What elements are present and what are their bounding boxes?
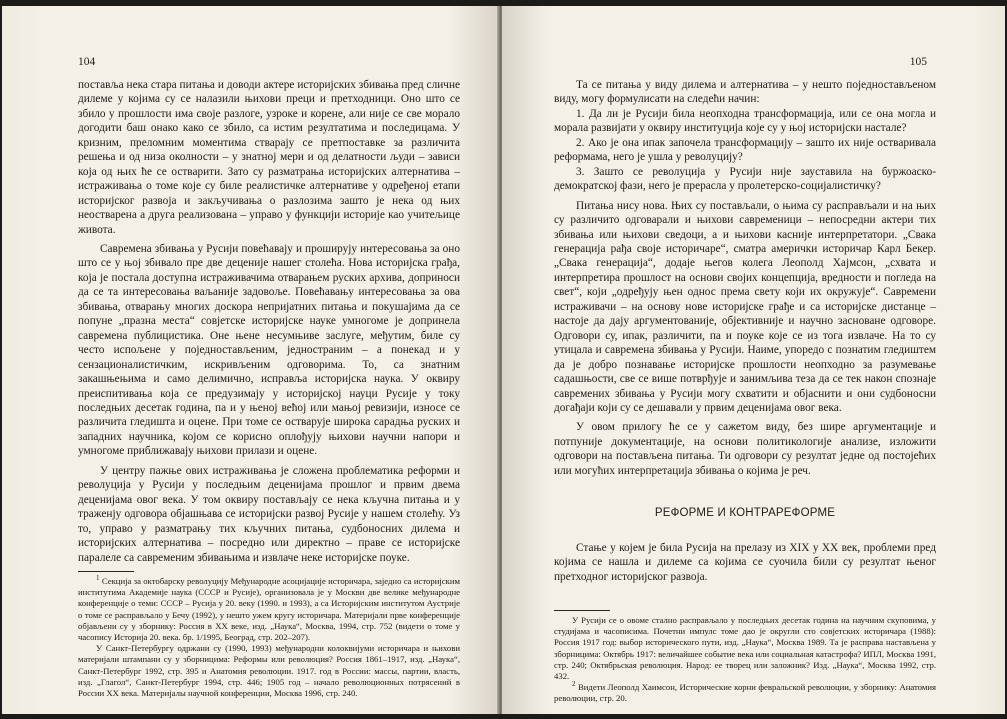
paragraph: У центру пажње ових истраживања је сложена проблематика реформи и револуција у Русији у последњим деценијама прошлог и првим двема деценијама овог века. У том оквиру постављају се нека кључна питања и у траженју одговора објашњава се историјски развој Русије у нашем столећу. Уз то, управо у разматрању тих кључних питања, судбоносних дилема и историјских алтернатива – посредно или директно – праве се историјске паралеле са савременим збивањима и извлаче неке историјске поуке. (78, 464, 460, 564)
right-page-body (554, 78, 936, 705)
footnotes (78, 576, 460, 699)
paragraph: Та се питања у виду дилема и алтернатива – у нешто поједностављеном виду, могу формулисати на следећи начин: (554, 79, 936, 106)
footnote-text: Видети Леополд Хаимсон, Исторические корни февральской революции, у зборнику: Анатомия революции, стр. 20. (554, 682, 937, 704)
paragraph: Савремена збивања у Русији повећавају и проширују интересовања за оно што се у њој збивало пре две деценије нашег столећа. Нова историјска грађа, која је постала доступна истраживачима отварањем руских архива, допринoси да се та интересовања ваљаније задовоље. Повећавању интересовања за ова збивања, отварању многих доскора непријатних питања и покушајима да се попуне „празна места“ совјетске историјске науке умногоме је допринела савремена публицистика. Оне њене несумњиве заслуге, међутим, биле су често испољене у поједностављеним, једностраним – а понекад и у сензационалистичким, искривљеним одговорима. То, са знатним закашњењима и само делимично, исправља историјска наука. У оквиру преиспитивања која се предузимају у историјској науци Русије у току последњих десетак година, па и у њеној већој или мањој ревизији, износе се различита гледишта и оцене. При томе се остварује широка сарадња руских и западних научника, којом се корисно оплођују њихови научни напори и умногоме приближавају њихови прилази и оцене. (78, 242, 460, 458)
question: 1. Да ли је Русији била неопходна трансформација, или се она могла и морала развијати у оквиру институција које су у њој историјски настале? (554, 107, 936, 135)
footnote: У Санкт-Петербургу одржани су (1990, 1993) међународни колоквијуми историчара и њихови материјали штампани су у зборницима: Реформы или революция? Россия 1861–1917, изд. „Наука“, Санкт-Петербург 1992, стр. 395 и Анатомия революции. 1917. год в России: массы, партии, власть, изд. „Глагол“, Санкт-Петербург 1994, стр. 446; 1905 год – начало революционных потрясений в России ХХ века. Материјалы научной конференции, Москва 1996, стр. 240. (78, 643, 460, 698)
paragraph: У овом прилогу ће се у сажетом виду, без шире аргументације и потпуније документације, на основи политикологије анализе, изложити одговори на постављена питања. Ти одговори су резултат једне од постојећих или могућих интерпретација збивања о којима је реч. (554, 421, 936, 477)
paragraph: Питања нису нова. Њих су постављали, о њима су расправљали и на њих су различито одговарали и њихови савременици – непосредни актери тих збивања или њихови сведоци, а и њихови касније интерпретатори. „Свака генерација рађа своје историчаре“, сматра амерички историчар Карл Бекер. „Свака генерација“, додаје његов колега Леополд Хајмсон, „схвата и интерпретира прошлост на основи својих концепција, вредности и погледа на свет“, који „одређују њен однос према свету који их окружује“. Савремени истраживачи – на основу нове историјске грађе и са историјске дистанце – настоје да дају аргументованије, објективније и научно засноване одговоре. Одговори су, ипак, различити, па и поуке које се из тога извлаче. На то су утицала и савремена збивања у Русији. Наиме, упоредо с познатим гледиштем да је добро познавање историјске прошлости неопходно за разумевање садашњости, све се више потврђује и занимљива теза да се тек након спознаје савремених збивања у Русији могу схватити и објаснити и они судбоносни догађаји који су се дешавали у првим деценијама овог века. (554, 199, 936, 414)
question: 2. Ако је она ипак започела трансформацију – зашто их није остваривала реформама, него је ушла у револуцију? (554, 136, 936, 164)
question: 3. Зашто се револуција у Русији није зауставила на буржоаско-демократској фази, него је прерасла у пролетерско-социјалистичку? (554, 165, 936, 193)
paragraph: Стање у којем је била Русија на прелазу из XIX у ХХ век, проблеми пред којима се нашла и дилеме са којима се суочила били су резултат њеног претходног историјског развоја. (554, 541, 936, 583)
page-number: 104 (78, 56, 96, 68)
left-page-body (78, 78, 460, 699)
page-number: 105 (909, 56, 927, 68)
paragraph: постављa нека стара питања и доводи актере историјских збивања пред сличне дилеме у којима су се налазили њихови преци и претходници. Оно што се збило у прошлости има своје разлоге, узроке и корене, али није се све морало догодити баш онако како се збило, са истим резултатима и последицама. У кризним, преломним моментима стварају се претпоставке за различита решења и од низа околности – у знатној мери и од делатности људи – зависи која од њих ће се остварити. Зато су разматрања историјских алтернатива – истраживања о томе које су биле реалистичке алтернативе у одређеној етапи историјског развоја и закључивања о разлозима зашто је нека од њих неостварена а друга реализована – управо у функцији историје као учитељице живота. (78, 79, 460, 236)
footnote (554, 682, 936, 704)
footnote-marker: 1 (96, 574, 100, 583)
footnotes (554, 615, 936, 705)
footnote: У Русији се о овоме стално расправљало у последњих десетак година на научним скуповима, у студијама и часописима. Почетни импулс томе дао је округли сто совјетских историчара (1988): Россия 1917 год: выбор исторического пути, изд. „Наука“, Москва 1989. Та је расправа настављена у зборницима: Октябрь 1917: величайшее событие века или социальная катастрофа? ИПЛ, Москва 1991, стр. 240; Октябрьская революция. Народ: ее творец или заложник? Изд. „Наука“, Москва 1992, стр. 432. (554, 615, 936, 682)
footnote-marker: 2 (572, 680, 576, 689)
section-heading: РЕФОРМЕ И КОНТРАРЕФОРМЕ (654, 507, 836, 520)
footnote-text: Секција за октобарску револуцију Међународне асоцијације историчара, заједно са историјским институтима Академије наука (СССР и Русије), организовала је у Москви две велике међународне конференције о теми: СССР – Русија у 20. веку (1990. и 1993), а са Историјским институтом Аустрије о томе се расправљало у Бечу (1992), у нешто ужем кругу историчара. Материјали прве конференције објављени су у зборнику: Россия в ХХ веке, изд. „Наука“, Москва, 1994, стр. 752 (видети о томе у часопису Историја 20. века. бр. 1/1995, Београд, стр. 202–207). (78, 575, 461, 642)
footnote-separator (78, 571, 134, 572)
footnote (78, 576, 460, 643)
right-page (502, 6, 1005, 714)
left-page (2, 6, 499, 714)
footnote-separator (554, 610, 610, 611)
